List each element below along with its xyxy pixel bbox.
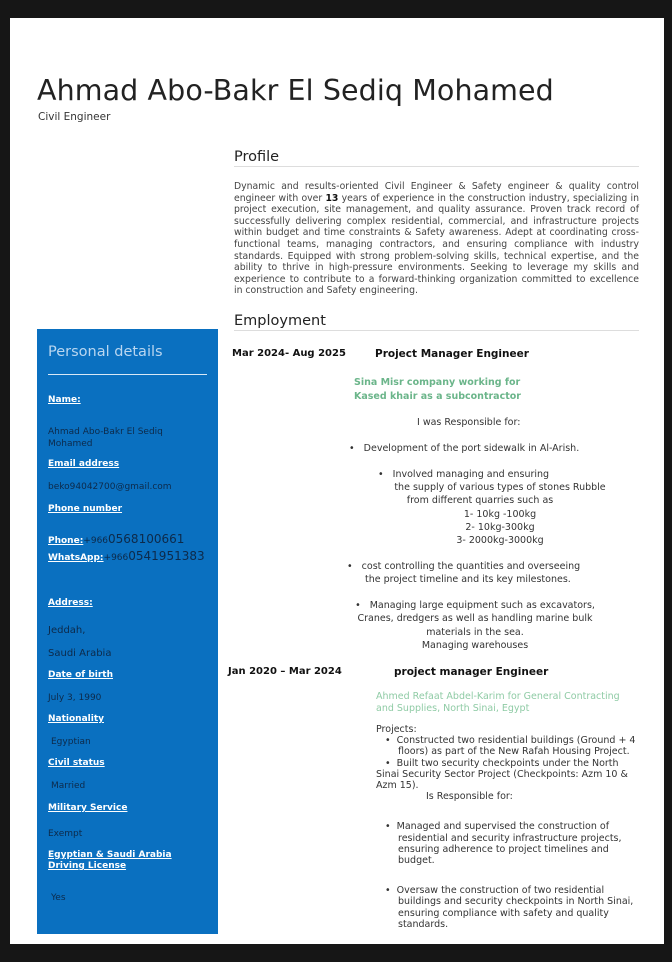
candidate-role: Civil Engineer [38,111,111,123]
job-2-company: Ahmed Refaat Abdel-Karim for General Contracting and Supplies, North Sinai, Egypt [376,691,620,714]
phone-label: Phone number [48,504,123,514]
job-1-bullet: • cost controlling the quantities and overseeing the project timeline and its key milestones. [347,561,581,586]
nationality-label: Nationality [48,714,104,724]
profile-heading: Profile [234,149,639,167]
military-label: Military Service [48,803,128,813]
job-1-company: Sina Misr company working for Kased khair as a subcontractor [354,377,521,402]
name-value: Ahmad Abo-Bakr El Sediq Mohamed [48,427,163,449]
civil-status-value: Married [51,781,86,791]
personal-details-heading: Personal details [48,344,207,375]
military-value: Exempt [48,829,83,839]
license-label: Egyptian & Saudi Arabia Driving License [48,850,172,871]
employment-heading: Employment [234,313,639,331]
job-1-intro: I was Responsible for: [417,417,521,428]
job-2-title: project manager Engineer [394,666,549,678]
address-country: Saudi Arabia [48,648,112,659]
email-label: Email address [48,459,120,469]
license-value: Yes [51,893,66,903]
profile-text: Dynamic and results-oriented Civil Engineer & Safety engineer & quality control engineer with over 13 years of experience in the construction industry, specializing in project execution, site management, and quality assurance. Proven track record of successfully delivering complex residential, commercial, and infrastructure projects within budget and time constraints & Safety awareness. Adept at coordinating cross-functional teams, managing contractors, and ensuring compliance with industry standards. Equipped with strong problem-solving skills, technical expertise, and the ability to thrive in high-pressure environments. Seeking to leverage my skills and experience to contribute to a forward-thinking organization committed to excellence in construction and Safety engineering. [234,181,639,297]
job-1-title: Project Manager Engineer [375,348,529,360]
dob-label: Date of birth [48,670,113,680]
job-1-bullet-cont: the supply of various types of stones Rubble from different quarries such as 1- 10kg -100kg 2- 10kg-300kg 3- 2000kg-3000kg [394,482,606,547]
candidate-name: Ahmad Abo-Bakr El Sediq Mohamed [37,74,554,107]
job-2-projects: Projects: • Constructed two residential buildings (Ground + 4 floors) as part of the New Rafah Housing Project. • Built two security checkpoints under the North Sinai Security Sector Project (Checkpoints: Azm 10 & Azm 15). Is Responsible for: • Managed and supervised the construction of residential and security infrastructure projects, ensuring adherence to project timelines and budget. • Oversaw the construction of two residential buildings and security checkpoints in North Sinai, ensuring compliance with safety and quality standards. [376,724,636,930]
job-1-bullet: • Involved managing and ensuring [378,469,550,480]
phone-row[interactable]: Phone:+9660568100661 [48,532,185,546]
civil-status-label: Civil status [48,758,105,768]
address-city: Jeddah, [48,625,86,636]
dob-value: July 3, 1990 [48,693,102,703]
name-label: Name: [48,395,81,405]
nationality-value: Egyptian [51,737,91,747]
job-1-date: Mar 2024- Aug 2025 [232,348,346,359]
job-1-bullet: • Managing large equipment such as excavators, Cranes, dredgers as well as handling marine bulk materials in the sea. Managing warehouses [355,600,595,651]
job-1-bullet: • Development of the port sidewalk in Al-Arish. [349,443,580,454]
job-2-date: Jan 2020 – Mar 2024 [228,666,342,677]
personal-details-sidebar [37,329,218,934]
email-value[interactable]: beko94042700@gmail.com [48,482,172,492]
address-label: Address: [48,598,93,608]
whatsapp-row[interactable]: WhatsApp:+9660541951383 [48,549,205,563]
